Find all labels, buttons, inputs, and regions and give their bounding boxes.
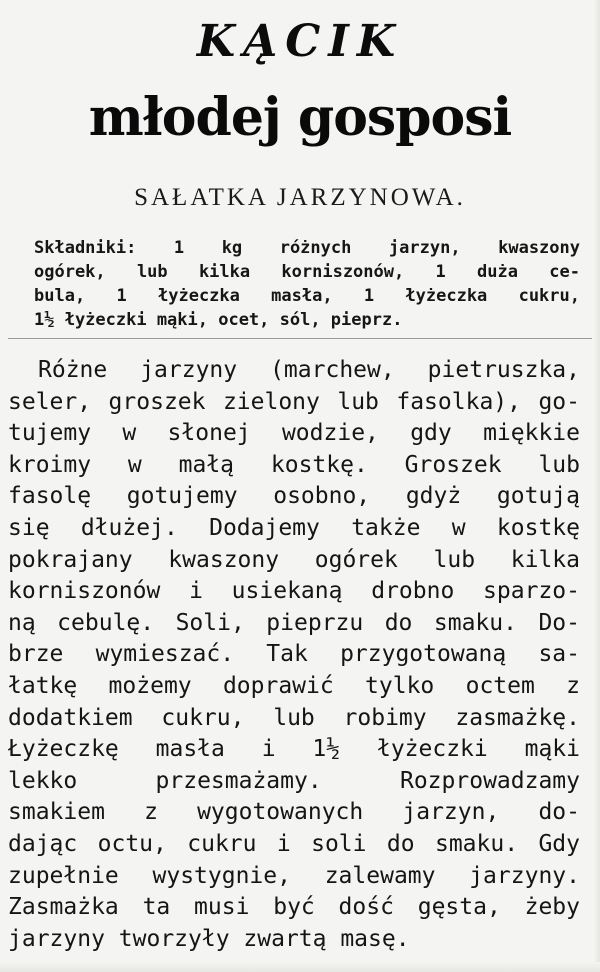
body-line: kroimy w małą kostkę. Groszek lub — [8, 451, 580, 478]
body-line: brze wymieszać. Tak przygotowaną sa- — [8, 641, 580, 668]
section-divider — [8, 338, 592, 339]
column-headline: młodej gosposi — [88, 87, 512, 148]
body-line: fasolę gotujemy osobno, gdyż gotują — [8, 483, 580, 510]
ingredients-line: Składniki: 1 kg różnych jarzyn, kwaszony — [34, 238, 580, 258]
body-line: się dłużej. Dodajemy także w kostkę — [8, 514, 580, 541]
column-masthead — [0, 14, 600, 150]
ingredients-paragraph — [34, 236, 580, 332]
body-line: seler, groszek zielony lub fasolka), go- — [8, 388, 580, 415]
body-line: pokrajany kwaszony ogórek lub kilka — [8, 546, 580, 573]
recipe-title: SAŁATKA JARZYNOWA. — [134, 184, 466, 211]
recipe-body — [8, 355, 580, 955]
paper-edge-bottom — [0, 962, 600, 972]
ingredients-line: ogórek, lub kilka korniszonów, 1 duża ce- — [34, 262, 580, 282]
body-line: ną cebulę. Soli, pieprzu do smaku. Do- — [8, 609, 580, 636]
body-line: dodatkiem cukru, lub robimy zasmażkę. — [8, 704, 580, 731]
body-line: korniszonów i usiekaną drobno sparzo- — [8, 578, 580, 605]
body-line: łatkę możemy doprawić tylko octem z — [8, 672, 580, 699]
body-line: Łyżeczkę masła i 1½ łyżeczki mąki — [8, 736, 580, 763]
body-line: zupełnie wystygnie, zalewamy jarzyny. — [8, 862, 580, 889]
column-kicker: KĄCIK — [196, 16, 404, 67]
body-line: Zasmażka ta musi być dość gęsta, żeby — [8, 894, 580, 921]
body-line: Różne jarzyny (marchew, pietruszka, — [38, 357, 580, 383]
body-line: smakiem z wygotowanych jarzyn, do- — [8, 799, 580, 826]
body-line: tujemy w słonej wodzie, gdy miękkie — [8, 420, 580, 447]
ingredients-line: 1½ łyżeczki mąki, ocet, sól, pieprz. — [34, 310, 403, 330]
body-line: lekko przesmażamy. Rozprowadzamy — [8, 767, 580, 794]
body-line: jarzyny tworzyły zwartą masę. — [8, 925, 410, 952]
ingredients-line: bula, 1 łyżeczka masła, 1 łyżeczka cukru, — [34, 286, 580, 306]
paper-edge-right — [594, 0, 600, 972]
body-line: dając octu, cukru i soli do smaku. Gdy — [8, 830, 580, 857]
